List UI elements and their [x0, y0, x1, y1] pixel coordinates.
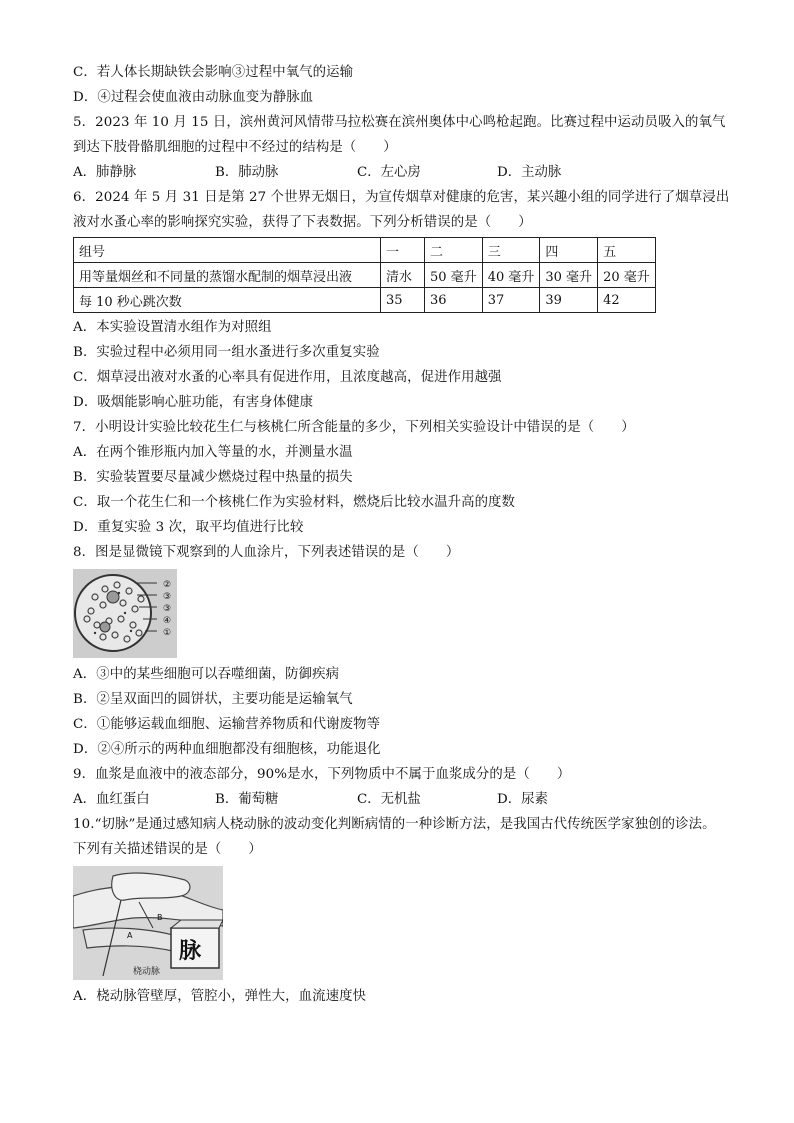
- option-a: A．血红蛋白: [73, 792, 150, 807]
- figure-block-label: 脉: [179, 939, 202, 964]
- figure-label-a: A: [127, 931, 133, 940]
- option-d: D．主动脉: [497, 165, 562, 180]
- option-c: C．左心房: [357, 165, 421, 180]
- table-cell: 三: [482, 238, 540, 263]
- table-cell: 50 毫升: [425, 263, 483, 288]
- table-cell: 40 毫升: [482, 263, 540, 288]
- question-8-option: A．③中的某些细胞可以吞噬细菌，防御疾病: [73, 667, 340, 682]
- question-6-option: A．本实验设置清水组作为对照组: [73, 320, 272, 335]
- option-line: C．若人体长期缺铁会影响③过程中氧气的运输: [73, 65, 354, 80]
- option-b: B．肺动脉: [215, 165, 279, 180]
- table-cell: 35: [381, 288, 425, 313]
- table-row: [74, 288, 656, 313]
- question-9-stem: 9．血浆是血液中的液态部分，90%是水，下列物质中不属于血浆成分的是（ ）: [73, 767, 571, 782]
- table-cell: 37: [482, 288, 540, 313]
- blood-smear-figure: [73, 569, 177, 658]
- question-8-stem: 8．图是显微镜下观察到的人血涂片，下列表述错误的是（ ）: [73, 545, 460, 560]
- table-cell: 30 毫升: [540, 263, 598, 288]
- table-cell: 四: [540, 238, 598, 263]
- pulse-figure: [73, 866, 223, 980]
- figure-label: ①: [163, 628, 172, 638]
- option-a: A．肺静脉: [73, 165, 137, 180]
- question-6-stem: 液对水蚤心率的影响探究实验，获得了下表数据。下列分析错误的是（ ）: [73, 215, 532, 230]
- figure-label: ③: [163, 604, 172, 614]
- figure-label-b: B: [157, 913, 163, 922]
- table-cell: 42: [598, 288, 656, 313]
- option-line: D．④过程会使血液由动脉血变为静脉血: [73, 90, 314, 105]
- question-7-option: C．取一个花生仁和一个核桃仁作为实验材料，燃烧后比较水温升高的度数: [73, 495, 516, 510]
- table-cell: 一: [381, 238, 425, 263]
- question-7-option: D．重复实验 3 次，取平均值进行比较: [73, 520, 304, 535]
- figure-caption: 桡动脉: [133, 967, 161, 977]
- question-9-options: [73, 787, 733, 812]
- table-cell: 39: [540, 288, 598, 313]
- table-cell: 清水: [381, 263, 425, 288]
- question-5-options: [73, 160, 733, 185]
- figure-label: ②: [163, 580, 172, 590]
- table-cell: 用等量烟丝和不同量的蒸馏水配制的烟草浸出液: [74, 263, 381, 288]
- question-10-stem: 下列有关描述错误的是（ ）: [73, 842, 262, 857]
- table-cell: 20 毫升: [598, 263, 656, 288]
- table-cell: 二: [425, 238, 483, 263]
- question-8-option: C．①能够运载血细胞、运输营养物质和代谢废物等: [73, 717, 381, 732]
- blood-smear-image: [73, 569, 177, 658]
- question-7-option: B．实验装置要尽量减少燃烧过程中热量的损失: [73, 470, 353, 485]
- option-b: B．葡萄糖: [215, 792, 279, 807]
- table-row: [74, 263, 656, 288]
- table-cell: 每 10 秒心跳次数: [74, 288, 381, 313]
- figure-label: ③: [163, 592, 172, 602]
- question-7-option: A．在两个锥形瓶内加入等量的水，并测量水温: [73, 445, 353, 460]
- table-cell: 五: [598, 238, 656, 263]
- question-7-stem: 7．小明设计实验比较花生仁与核桃仁所含能量的多少，下列相关实验设计中错误的是（ ）: [73, 420, 635, 435]
- question-6-option: C．烟草浸出液对水蚤的心率具有促进作用，且浓度越高，促进作用越强: [73, 370, 502, 385]
- question-5-stem: 到达下肢骨骼肌细胞的过程中不经过的结构是（ ）: [73, 140, 397, 155]
- table-cell: 组号: [74, 238, 381, 263]
- option-d: D．尿素: [497, 792, 548, 807]
- exam-page: [73, 60, 733, 1009]
- question-8-option: D．②④所示的两种血细胞都没有细胞核，功能退化: [73, 742, 381, 757]
- question-10-stem: 10.“切脉”是通过感知病人桡动脉的波动变化判断病情的一种诊断方法，是我国古代传统医学家独创的诊法。: [73, 817, 716, 832]
- question-6-option: B．实验过程中必须用同一组水蚤进行多次重复实验: [73, 345, 380, 360]
- question-5-stem: 5．2023 年 10 月 15 日，滨州黄河风情带马拉松赛在滨州奥体中心鸣枪起跑。比赛过程中运动员吸入的氧气: [73, 115, 726, 130]
- figure-label: ④: [163, 616, 172, 626]
- table-row: [74, 238, 656, 263]
- option-c: C．无机盐: [357, 792, 421, 807]
- question-6-stem: 6．2024 年 5 月 31 日是第 27 个世界无烟日，为宣传烟草对健康的危害，某兴趣小组的同学进行了烟草浸出: [73, 190, 730, 205]
- table-cell: 36: [425, 288, 483, 313]
- question-8-option: B．②呈双面凹的圆饼状，主要功能是运输氧气: [73, 692, 353, 707]
- question-6-option: D．吸烟能影响心脏功能，有害身体健康: [73, 395, 314, 410]
- experiment-table: [73, 237, 656, 313]
- pulse-diagnosis-image: [73, 866, 223, 980]
- question-10-option: A．桡动脉管壁厚，管腔小，弹性大，血流速度快: [73, 989, 367, 1004]
